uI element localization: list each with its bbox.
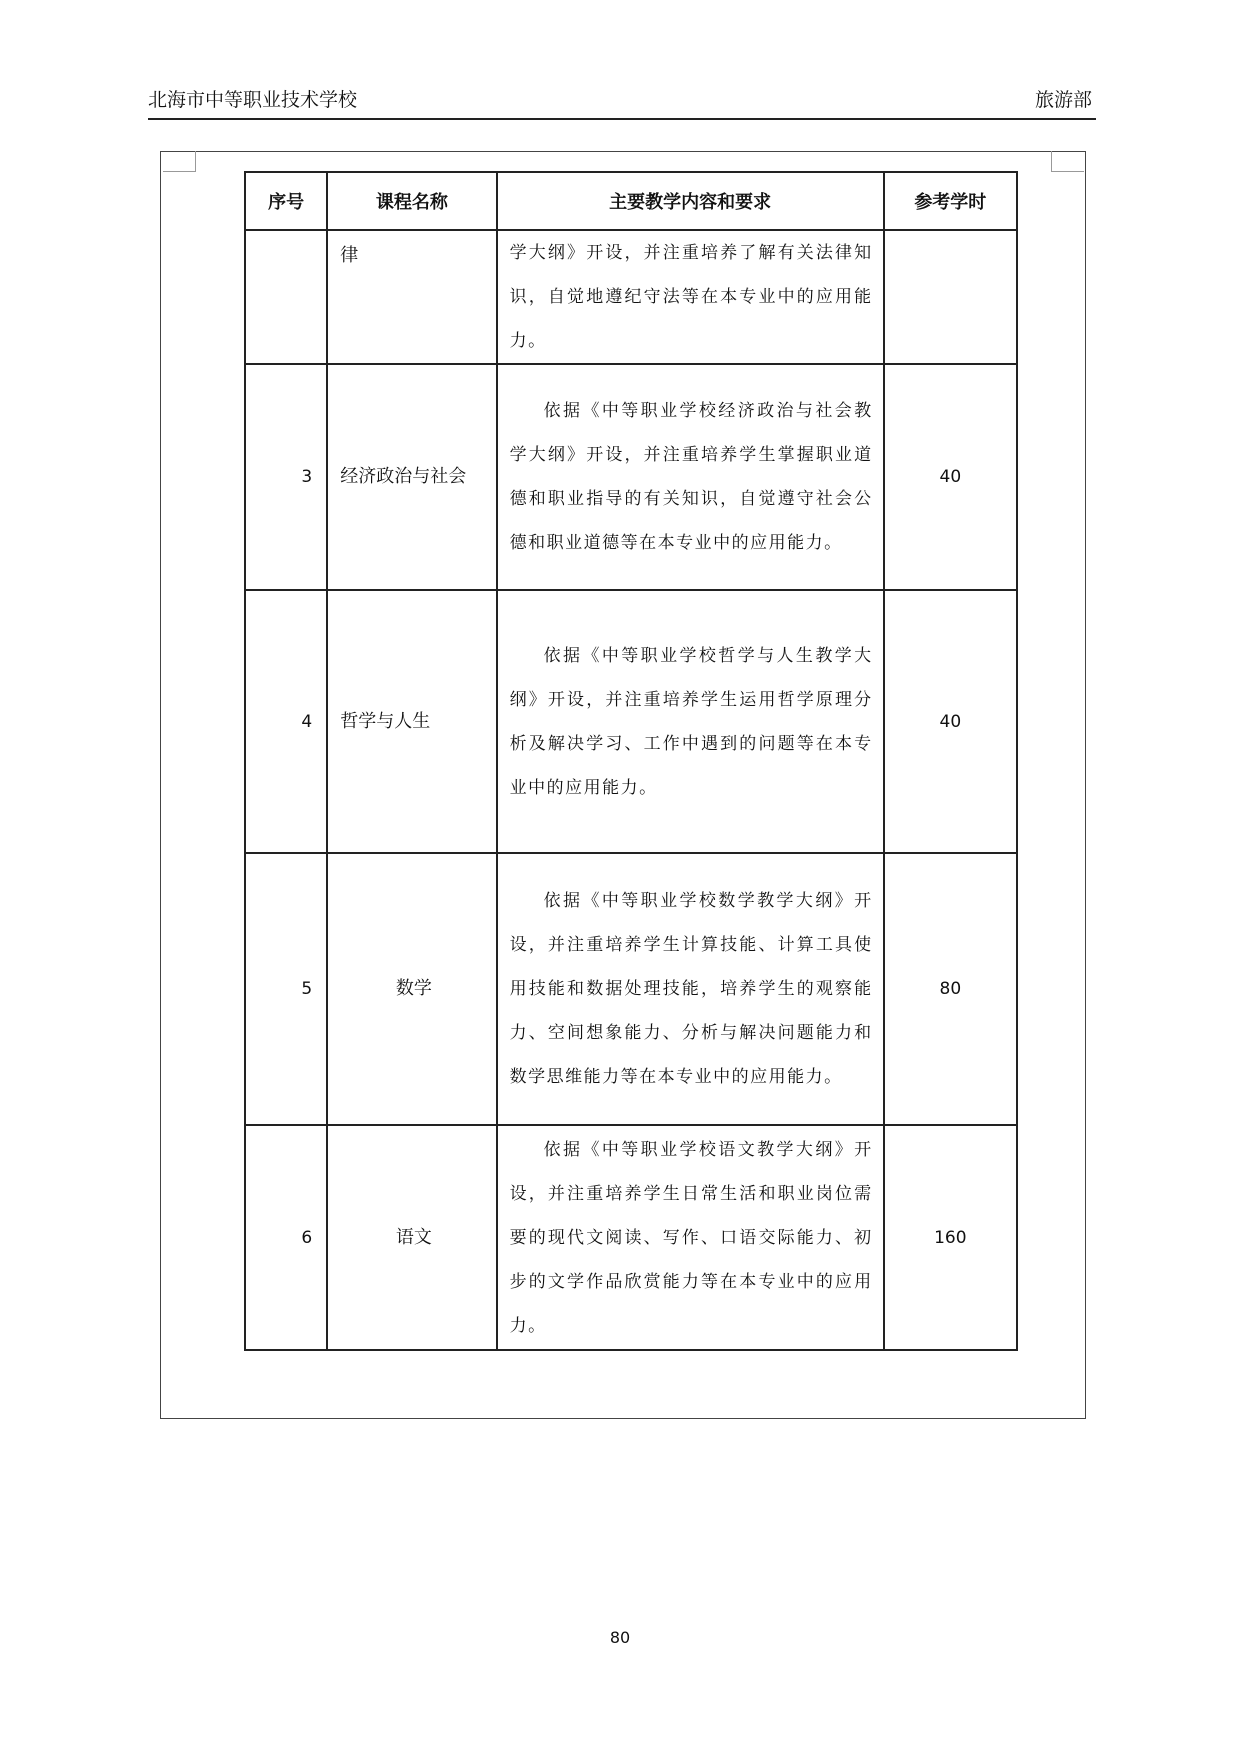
column-header-number: 序号 — [245, 172, 327, 230]
row-content — [497, 230, 884, 364]
row-course-name: 哲学与人生 — [327, 590, 496, 853]
course-table — [244, 171, 1018, 1351]
row-hours: 40 — [884, 590, 1017, 853]
table-row — [245, 364, 1017, 590]
row-course-name: 经济政治与社会 — [327, 364, 496, 590]
row-number: 4 — [245, 590, 327, 853]
column-header-course-name: 课程名称 — [327, 172, 496, 230]
row-course-name: 律 — [327, 230, 496, 364]
row-content — [497, 590, 884, 853]
row-hours: 40 — [884, 364, 1017, 590]
table-row — [245, 853, 1017, 1125]
page-header — [148, 86, 1096, 120]
row-number: 3 — [245, 364, 327, 590]
column-header-hours: 参考学时 — [884, 172, 1017, 230]
table-row — [245, 230, 1017, 364]
row-content-text: 学大纲》开设，并注重培养了解有关法律知识，自觉地遵纪守法等在本专业中的应用能力。 — [509, 243, 873, 351]
page-number: 80 — [609, 1628, 631, 1647]
row-number — [245, 230, 327, 364]
row-content — [497, 1125, 884, 1350]
header-department: 旅游部 — [1034, 89, 1092, 111]
row-content — [497, 364, 884, 590]
row-number: 6 — [245, 1125, 327, 1350]
row-course-name: 数学 — [327, 853, 496, 1125]
crop-mark-top-right — [1051, 151, 1084, 172]
row-course-name: 语文 — [327, 1125, 496, 1350]
header-school-name: 北海市中等职业技术学校 — [148, 89, 358, 111]
table-header-row — [245, 172, 1017, 230]
row-content-text: 依据《中等职业学校语文教学大纲》开设，并注重培养学生日常生活和职业岗位需要的现代文阅读、写作、口语交际能力、初步的文学作品欣赏能力等在本专业中的应用力。 — [509, 1139, 873, 1336]
table-row — [245, 1125, 1017, 1350]
row-hours: 80 — [884, 853, 1017, 1125]
row-content-text: 依据《中等职业学校经济政治与社会教学大纲》开设，并注重培养学生掌握职业道德和职业指导的有关知识，自觉遵守社会公德和职业道德等在本专业中的应用能力。 — [509, 401, 873, 553]
crop-mark-top-left — [163, 151, 196, 172]
column-header-content: 主要教学内容和要求 — [497, 172, 884, 230]
row-hours: 160 — [884, 1125, 1017, 1350]
row-hours — [884, 230, 1017, 364]
table-row — [245, 590, 1017, 853]
row-content-text: 依据《中等职业学校数学教学大纲》开设，并注重培养学生计算技能、计算工具使用技能和数据处理技能，培养学生的观察能力、空间想象能力、分析与解决问题能力和数学思维能力等在本专业中的应用能力。 — [509, 891, 873, 1087]
row-content-text: 依据《中等职业学校哲学与人生教学大纲》开设，并注重培养学生运用哲学原理分析及解决学习、工作中遇到的问题等在本专业中的应用能力。 — [509, 645, 873, 798]
row-number: 5 — [245, 853, 327, 1125]
row-content — [497, 853, 884, 1125]
